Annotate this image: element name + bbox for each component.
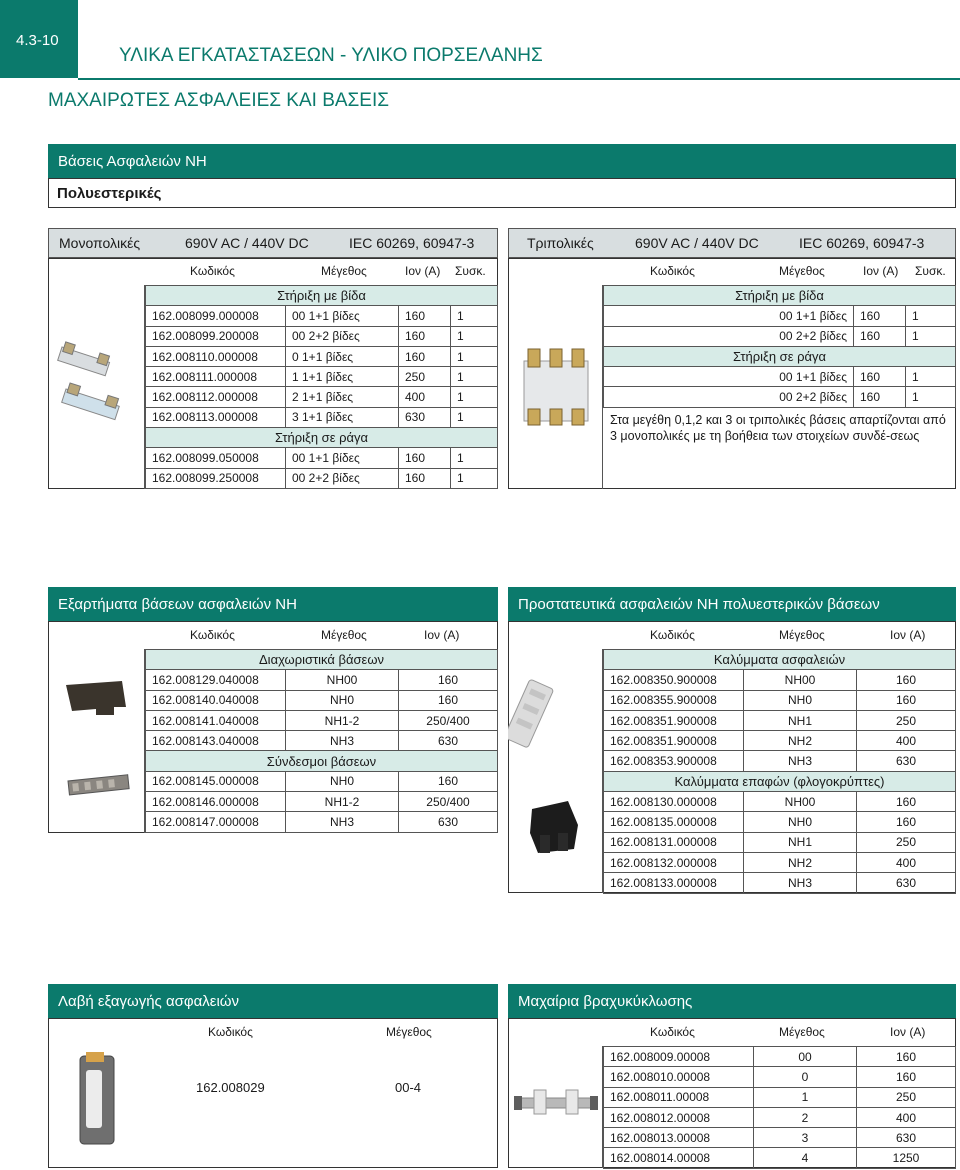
cell-pack: 1 xyxy=(906,326,956,346)
knives-image-cell xyxy=(508,1046,603,1168)
cell-current: 160 xyxy=(399,690,498,710)
page-subtitle: ΜΑΧΑΙΡΩΤΕΣ ΑΣΦΑΛΕΙΕΣ ΚΑΙ ΒΑΣΕΙΣ xyxy=(48,90,389,111)
cell-pack: 1 xyxy=(906,387,956,407)
mono-name: Μονοπολικές xyxy=(59,235,141,251)
protective-title: Προστατευτικά ασφαλειών ΝΗ πολυεστερικών βάσεων xyxy=(518,595,880,613)
cell-current: 250 xyxy=(857,832,956,852)
accessories-group-dividers: Διαχωριστικά βάσεων xyxy=(146,650,498,670)
cell-code: 162.008010.00008 xyxy=(604,1067,754,1087)
table-row xyxy=(604,670,956,690)
cell-current: 630 xyxy=(857,873,956,893)
col-code: Κωδικός xyxy=(190,264,235,278)
cell-code: 162.008351.900008 xyxy=(604,710,744,730)
knives-table xyxy=(603,1046,956,1169)
accessories-table xyxy=(145,649,498,833)
table-row xyxy=(146,690,498,710)
mono-voltage: 690V AC / 440V DC xyxy=(185,235,309,251)
col-size: Μέγεθος xyxy=(779,628,825,642)
table-row xyxy=(146,326,498,346)
cell-code: 162.008130.000008 xyxy=(604,792,744,812)
cell-current: 250 xyxy=(857,710,956,730)
cell-current: 160 xyxy=(399,448,451,468)
table-row xyxy=(604,832,956,852)
cell-pack: 1 xyxy=(906,306,956,326)
cell-current: 160 xyxy=(854,326,906,346)
cell-current: 160 xyxy=(857,1067,956,1087)
col-code: Κωδικός xyxy=(190,628,235,642)
col-code: Κωδικός xyxy=(650,1025,695,1039)
cell-size: 3 xyxy=(754,1128,857,1148)
table-row xyxy=(604,387,956,407)
accessories-image-cell xyxy=(48,649,145,833)
cell-code: 162.008131.000008 xyxy=(604,832,744,852)
mono-image-cell xyxy=(48,285,145,489)
cell-size: NH3 xyxy=(286,812,399,832)
table-row xyxy=(146,468,498,488)
accessories-title-bar xyxy=(48,587,498,621)
cell-size: NH1-2 xyxy=(286,792,399,812)
cell-code: 162.008140.040008 xyxy=(146,690,286,710)
table-row xyxy=(604,367,956,387)
cell-size: 1 1+1 βίδες xyxy=(286,367,399,387)
cell-size: 00 1+1 βίδες xyxy=(604,306,854,326)
cell-current: 160 xyxy=(399,468,451,488)
cell-size: NH0 xyxy=(286,771,399,791)
cell-current: 630 xyxy=(399,731,498,751)
cell-pack: 1 xyxy=(451,387,498,407)
tri-note: Στα μεγέθη 0,1,2 και 3 οι τριπολικές βάσεις απαρτίζονται από 3 μονοπολικές με τη βοήθεια των στοιχείων συνδέ-σεως xyxy=(610,413,946,443)
cell-size: NH00 xyxy=(286,670,399,690)
mono-group-rail: Στήριξη σε ράγα xyxy=(146,428,498,448)
cell-size: 2 xyxy=(754,1107,857,1127)
cell-current: 160 xyxy=(399,326,451,346)
cell-current: 400 xyxy=(857,731,956,751)
cell-size: 2 1+1 βίδες xyxy=(286,387,399,407)
cell-code: 162.008141.040008 xyxy=(146,710,286,730)
cell-pack: 1 xyxy=(451,306,498,326)
mono-standard: IEC 60269, 60947-3 xyxy=(349,235,475,251)
cell-size: 00 2+2 βίδες xyxy=(286,326,399,346)
header-rule xyxy=(78,78,960,80)
col-pack: Συσκ. xyxy=(455,264,486,278)
table-row xyxy=(604,306,956,326)
col-current: Ιον (Α) xyxy=(863,264,899,278)
protective-title-bar xyxy=(508,587,956,621)
tri-image-cell xyxy=(508,285,603,489)
cell-current: 160 xyxy=(857,670,956,690)
protective-image xyxy=(508,649,603,893)
table-row xyxy=(146,792,498,812)
cell-size: 00 1+1 βίδες xyxy=(604,367,854,387)
cell-current: 630 xyxy=(857,1128,956,1148)
cell-current: 160 xyxy=(399,670,498,690)
table-row xyxy=(146,731,498,751)
accessories-group-connectors: Σύνδεσμοι βάσεων xyxy=(146,751,498,771)
cell-current: 630 xyxy=(399,812,498,832)
cell-current: 160 xyxy=(399,306,451,326)
protective-table xyxy=(603,649,956,894)
table-row xyxy=(146,367,498,387)
table-row xyxy=(604,1087,956,1107)
table-row xyxy=(604,1107,956,1127)
cell-size: 0 xyxy=(754,1067,857,1087)
mono-column-headers xyxy=(48,262,498,280)
cell-pack: 1 xyxy=(451,448,498,468)
cell-code: 162.008009.00008 xyxy=(604,1047,754,1067)
cell-size: NH00 xyxy=(744,670,857,690)
cell-current: 1250 xyxy=(857,1148,956,1168)
cell-code: 162.008014.00008 xyxy=(604,1148,754,1168)
bases-title: Βάσεις Ασφαλειών ΝΗ xyxy=(58,152,207,170)
handle-size: 00-4 xyxy=(395,1080,422,1095)
table-row xyxy=(604,731,956,751)
table-row xyxy=(604,873,956,893)
cell-current: 160 xyxy=(857,812,956,832)
cell-current: 160 xyxy=(854,306,906,326)
cell-pack: 1 xyxy=(451,367,498,387)
table-row xyxy=(146,306,498,326)
cell-code: 162.008355.900008 xyxy=(604,690,744,710)
tri-group-rail: Στήριξη σε ράγα xyxy=(604,346,956,366)
cell-size: 00 2+2 βίδες xyxy=(604,387,854,407)
cell-size: NH00 xyxy=(744,792,857,812)
cell-current: 160 xyxy=(857,690,956,710)
col-size: Μέγεθος xyxy=(321,264,367,278)
cell-current: 160 xyxy=(857,792,956,812)
cell-current: 160 xyxy=(854,387,906,407)
cell-pack: 1 xyxy=(451,326,498,346)
table-row xyxy=(604,710,956,730)
table-row xyxy=(604,751,956,771)
cell-current: 160 xyxy=(854,367,906,387)
cell-pack: 1 xyxy=(451,407,498,427)
page-number: 4.3-10 xyxy=(16,32,59,49)
col-size: Μέγεθος xyxy=(386,1025,432,1039)
table-row xyxy=(604,812,956,832)
tri-name: Τριπολικές xyxy=(527,235,594,251)
tri-voltage: 690V AC / 440V DC xyxy=(635,235,759,251)
mono-group-screw: Στήριξη με βίδα xyxy=(146,286,498,306)
table-row xyxy=(604,1128,956,1148)
handle-title-bar xyxy=(48,984,498,1018)
table-row xyxy=(604,1047,956,1067)
cell-code: 162.008113.000008 xyxy=(146,407,286,427)
cell-size: NH1-2 xyxy=(286,710,399,730)
cell-current: 400 xyxy=(399,387,451,407)
accessories-image xyxy=(48,649,145,833)
cell-code: 162.008133.000008 xyxy=(604,873,744,893)
cell-current: 160 xyxy=(399,771,498,791)
cell-size: NH2 xyxy=(744,852,857,872)
mono-header xyxy=(48,228,498,258)
cell-code: 162.008099.000008 xyxy=(146,306,286,326)
cell-code: 162.008353.900008 xyxy=(604,751,744,771)
protective-group-contact-covers: Καλύμματα επαφών (φλογοκρύπτες) xyxy=(604,771,956,791)
accessories-title: Εξαρτήματα βάσεων ασφαλειών ΝΗ xyxy=(58,595,297,613)
cell-current: 250 xyxy=(857,1087,956,1107)
cell-size: 4 xyxy=(754,1148,857,1168)
cell-code: 162.008135.000008 xyxy=(604,812,744,832)
table-row xyxy=(146,812,498,832)
cell-code: 162.008099.250008 xyxy=(146,468,286,488)
table-row xyxy=(146,346,498,366)
tri-standard: IEC 60269, 60947-3 xyxy=(799,235,925,251)
page-title: ΥΛΙΚΑ ΕΓΚΑΤΑΣΤΑΣΕΩΝ - ΥΛΙΚΟ ΠΟΡΣΕΛΑΝΗΣ xyxy=(119,45,543,66)
table-row xyxy=(604,690,956,710)
cell-code: 162.008012.00008 xyxy=(604,1107,754,1127)
handle-image-cell xyxy=(48,1046,145,1168)
protective-image-cell xyxy=(508,649,603,893)
col-code: Κωδικός xyxy=(208,1025,253,1039)
cell-code: 162.008099.050008 xyxy=(146,448,286,468)
page-number-tab xyxy=(0,0,78,78)
cell-size: NH0 xyxy=(286,690,399,710)
cell-current: 630 xyxy=(399,407,451,427)
knives-title: Μαχαίρια βραχυκύκλωσης xyxy=(518,992,693,1010)
table-row xyxy=(146,771,498,791)
cell-code: 162.008111.000008 xyxy=(146,367,286,387)
cell-pack: 1 xyxy=(451,346,498,366)
cell-size: NH2 xyxy=(744,731,857,751)
cell-size: 00 2+2 βίδες xyxy=(286,468,399,488)
accessories-column-headers xyxy=(48,626,498,644)
mono-base-image xyxy=(48,285,145,489)
cell-code: 162.008145.000008 xyxy=(146,771,286,791)
cell-code: 162.008099.200008 xyxy=(146,326,286,346)
cell-code: 162.008011.00008 xyxy=(604,1087,754,1107)
table-row xyxy=(604,1148,956,1168)
tri-base-image xyxy=(508,285,603,489)
tri-group-screw: Στήριξη με βίδα xyxy=(604,286,956,306)
cell-pack: 1 xyxy=(451,468,498,488)
cell-code: 162.008129.040008 xyxy=(146,670,286,690)
cell-code: 162.008143.040008 xyxy=(146,731,286,751)
col-current: Ιον (Α) xyxy=(890,1025,926,1039)
cell-size: 00 2+2 βίδες xyxy=(604,326,854,346)
tri-header xyxy=(508,228,956,258)
col-pack: Συσκ. xyxy=(915,264,946,278)
col-code: Κωδικός xyxy=(650,264,695,278)
col-size: Μέγεθος xyxy=(321,628,367,642)
cell-size: 00 1+1 βίδες xyxy=(286,306,399,326)
cell-code: 162.008013.00008 xyxy=(604,1128,754,1148)
cell-code: 162.008147.000008 xyxy=(146,812,286,832)
bases-material-band xyxy=(48,178,956,208)
cell-size: NH3 xyxy=(286,731,399,751)
table-row xyxy=(604,852,956,872)
table-row xyxy=(604,1067,956,1087)
col-current: Ιον (Α) xyxy=(424,628,460,642)
handle-code: 162.008029 xyxy=(196,1080,265,1095)
col-code: Κωδικός xyxy=(650,628,695,642)
table-row xyxy=(146,407,498,427)
bases-title-bar xyxy=(48,144,956,178)
shorting-knife-image xyxy=(508,1046,603,1168)
table-row xyxy=(604,326,956,346)
fuse-puller-image xyxy=(48,1046,145,1168)
cell-current: 250/400 xyxy=(399,710,498,730)
cell-code: 162.008112.000008 xyxy=(146,387,286,407)
knives-column-headers xyxy=(508,1023,956,1041)
handle-title: Λαβή εξαγωγής ασφαλειών xyxy=(58,992,240,1010)
cell-current: 630 xyxy=(857,751,956,771)
cell-size: NH0 xyxy=(744,812,857,832)
cell-size: NH3 xyxy=(744,873,857,893)
cell-size: NH3 xyxy=(744,751,857,771)
cell-size: 00 xyxy=(754,1047,857,1067)
cell-size: NH1 xyxy=(744,832,857,852)
table-row xyxy=(604,792,956,812)
cell-pack: 1 xyxy=(906,367,956,387)
table-row xyxy=(146,670,498,690)
cell-code: 162.008110.000008 xyxy=(146,346,286,366)
cell-current: 160 xyxy=(857,1047,956,1067)
cell-current: 250 xyxy=(399,367,451,387)
cell-code: 162.008132.000008 xyxy=(604,852,744,872)
cell-current: 160 xyxy=(399,346,451,366)
tri-column-headers xyxy=(508,262,956,280)
cell-size: 1 xyxy=(754,1087,857,1107)
table-row xyxy=(146,387,498,407)
cell-size: 0 1+1 βίδες xyxy=(286,346,399,366)
col-current: Ιον (Α) xyxy=(405,264,441,278)
cell-size: 3 1+1 βίδες xyxy=(286,407,399,427)
cell-code: 162.008146.000008 xyxy=(146,792,286,812)
tri-table xyxy=(603,285,956,408)
mono-table xyxy=(145,285,498,489)
cell-code: 162.008350.900008 xyxy=(604,670,744,690)
cell-current: 400 xyxy=(857,852,956,872)
cell-current: 250/400 xyxy=(399,792,498,812)
protective-column-headers xyxy=(508,626,956,644)
cell-size: NH0 xyxy=(744,690,857,710)
knives-title-bar xyxy=(508,984,956,1018)
bases-material: Πολυεστερικές xyxy=(57,184,162,202)
cell-code: 162.008351.900008 xyxy=(604,731,744,751)
col-size: Μέγεθος xyxy=(779,1025,825,1039)
handle-column-headers xyxy=(48,1023,498,1041)
table-row xyxy=(146,448,498,468)
table-row xyxy=(146,710,498,730)
col-current: Ιον (Α) xyxy=(890,628,926,642)
cell-size: NH1 xyxy=(744,710,857,730)
cell-current: 400 xyxy=(857,1107,956,1127)
protective-group-covers: Καλύμματα ασφαλειών xyxy=(604,650,956,670)
cell-size: 00 1+1 βίδες xyxy=(286,448,399,468)
col-size: Μέγεθος xyxy=(779,264,825,278)
